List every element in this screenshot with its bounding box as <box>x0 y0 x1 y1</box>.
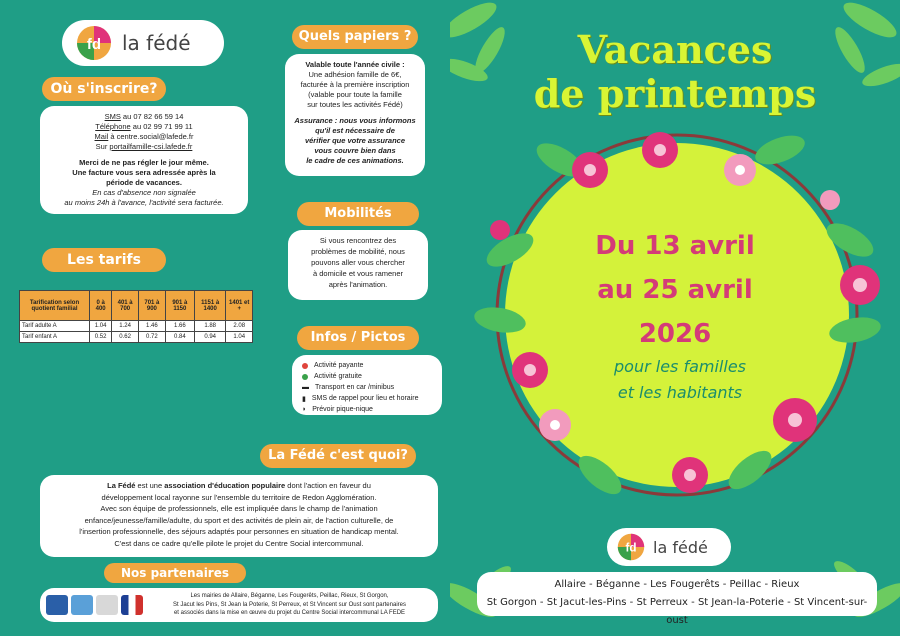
cover-subtitle: pour les familles et les habitants <box>614 357 746 402</box>
inscrire-box: SMS au 07 82 66 59 14 Téléphone au 02 99 71 99 11 Mail à centre.social@lafede.fr Sur portailfamille-csi.lafede.fr Merci de ne pas régler le jour même. Une facture vous sera adressée après la période de vacances. En cas d'absence non signalée au moins 24h à l'avance, l'activité sera facturée. <box>40 106 248 214</box>
fede-box: La Fédé est une association d'éducation populaire dont l'action en faveur du développement local rayonne sur l'ensemble du territoire de Redon Agglomération. Avec son équipe de professionnels, elle est impliquée dans le champ de l'animation enfance/jeunesse/famille/adulte, du sport et des activités de plein air, de l'action culturelle, de l'insertion professionnelle, des séjours adaptés pour personnes en situation de handicap mental. C'est dans ce cadre qu'elle pilote le projet du Centre Social intercommunal. <box>40 475 438 557</box>
green-dot-icon <box>302 374 308 380</box>
tarifs-title: Les tarifs <box>42 248 166 272</box>
svg-text:fd: fd <box>86 36 102 53</box>
papiers-box: Valable toute l'année civile : Une adhésion famille de 6€, facturée à la première inscription (valable pour toute la famille sur toutes les activités Fédé) Assurance : nous vous informons qu'il est nécessaire de vérifier que votre assurance vous couvre bien dans le cadre de ces animations. <box>285 54 425 176</box>
red-dot-icon <box>302 363 308 369</box>
tarifs-row-adulte: Tarif adulte A 1.04 1.24 1.46 1.66 1.88 2.08 <box>20 321 253 332</box>
mobilites-box: Si vous rencontrez des problèmes de mobilité, nous pouvons aller vous chercher à domicile et vous ramener après l'animation. <box>288 230 428 300</box>
partenaires-title: Nos partenaires <box>104 563 246 583</box>
picto-sms: ▮ SMS de rappel pour lieu et horaire <box>302 395 419 403</box>
fede-title: La Fédé c'est quoi? <box>260 444 416 468</box>
partner-logos <box>46 595 143 615</box>
bus-icon: ▬ <box>302 384 309 391</box>
msa-logo-icon <box>71 595 93 615</box>
communes-box: Allaire - Béganne - Les Fougerêts - Peillac - Rieux St Gorgon - St Jacut-les-Pins - St Perreux - St Jean-la-Poterie - St Vincent-sur-oust <box>477 572 877 616</box>
picto-transport: ▬ Transport en car /minibus <box>302 384 395 391</box>
caf-logo-icon <box>46 595 68 615</box>
inscrire-title: Où s'inscrire? <box>42 77 166 101</box>
agglo-logo-icon <box>96 595 118 615</box>
infos-box <box>292 355 442 415</box>
fede-logo-icon <box>76 25 112 61</box>
fede-logo <box>62 20 224 66</box>
cover-panel <box>450 0 900 636</box>
republique-logo-icon <box>121 595 143 615</box>
svg-text:fd: fd <box>625 541 637 555</box>
partenaires-box <box>40 588 438 622</box>
partenaires-text: Les mairies de Allaire, Béganne, Les Fougerêts, Peillac, Rieux, St Gorgon, St Jacut les Pins, St Jean la Poterie, St Perreux, et St Vincent sur Oust sont partenaires et associés dans la mise en œuvre du projet du Centre Social intercommunal LA FEDE <box>172 593 406 617</box>
phone-icon: ▮ <box>302 395 306 403</box>
picnic-icon: ◗ <box>302 406 307 413</box>
mobilites-title: Mobilités <box>297 202 419 226</box>
picto-gratuite: Activité gratuite <box>302 371 432 382</box>
tarifs-header-row: Tarification selon quotient familial 0 à 400 401 à 700 701 à 900 901 à 1150 1151 à 1400 1401 et + <box>20 291 253 321</box>
tarifs-table <box>19 290 253 343</box>
cover-title: Vacances de printemps <box>533 27 817 116</box>
papiers-title: Quels papiers ? <box>292 25 418 49</box>
tarifs-row-enfant: Tarif enfant A 0.52 0.62 0.72 0.84 0.94 1.04 <box>20 332 253 343</box>
cover-dates: Du 13 avril au 25 avril 2026 <box>595 231 755 349</box>
fede-logo-text: la fédé <box>122 31 191 55</box>
fede-logo-icon <box>617 533 645 561</box>
picto-payante: Activité payante <box>302 360 432 371</box>
cover-logo: fd la fédé <box>607 528 731 566</box>
picto-piquenique: ◗ Prévoir pique-nique <box>302 406 373 413</box>
infos-title: Infos / Pictos <box>297 326 419 350</box>
